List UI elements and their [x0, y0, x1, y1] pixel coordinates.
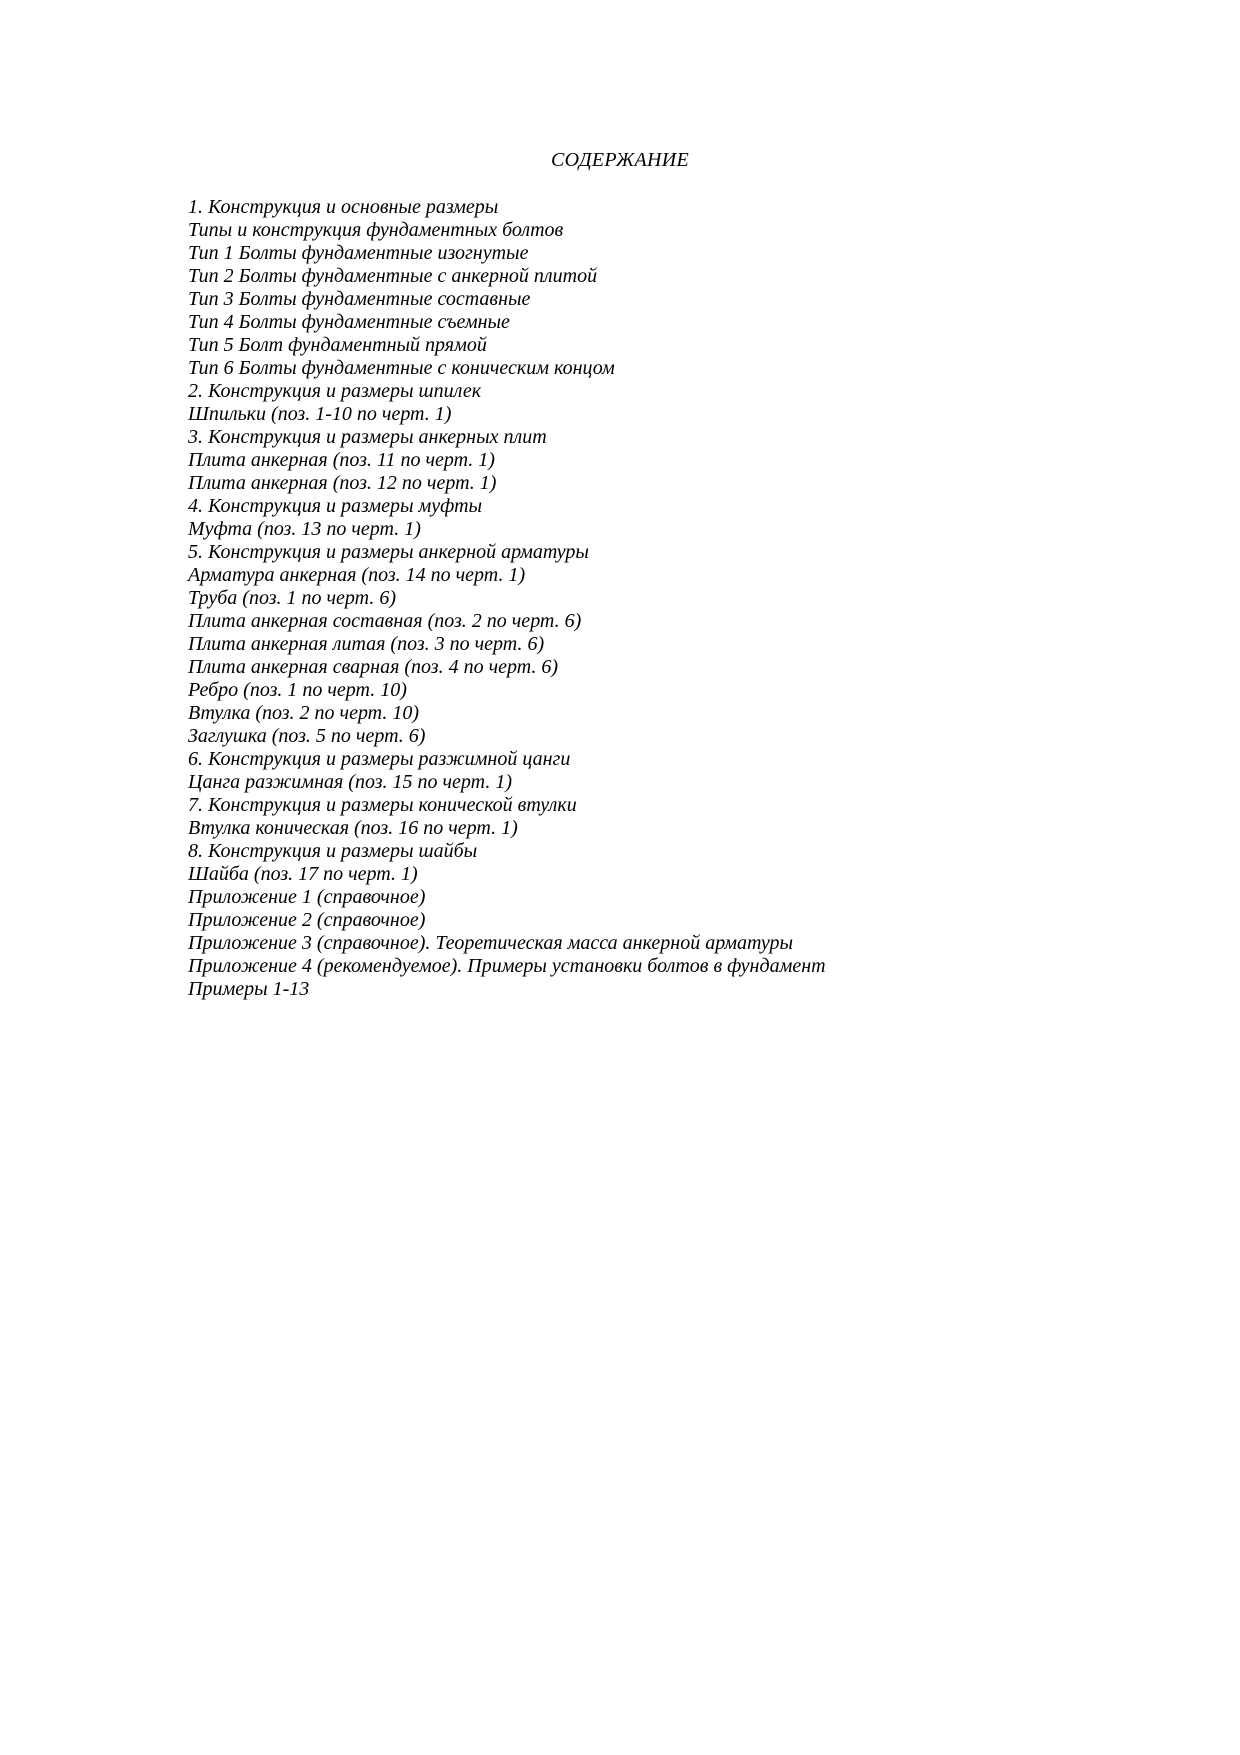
toc-item: Втулка коническая (поз. 16 по черт. 1)	[188, 817, 518, 839]
toc-item: 8. Конструкция и размеры шайбы	[188, 840, 478, 862]
toc-item: Тип 4 Болты фундаментные съемные	[188, 311, 510, 333]
toc-item: Тип 6 Болты фундаментные с коническим концом	[188, 357, 615, 379]
toc-item: Плита анкерная сварная (поз. 4 по черт. 6)	[188, 656, 559, 678]
toc-item: Заглушка (поз. 5 по черт. 6)	[188, 725, 426, 747]
toc-item: 3. Конструкция и размеры анкерных плит	[188, 426, 547, 448]
toc-item: Плита анкерная (поз. 12 по черт. 1)	[188, 472, 497, 494]
toc-item: Плита анкерная литая (поз. 3 по черт. 6)	[188, 633, 545, 655]
toc-item: Тип 5 Болт фундаментный прямой	[188, 334, 487, 356]
toc-item: 5. Конструкция и размеры анкерной арматуры	[188, 541, 589, 563]
toc-item: Ребро (поз. 1 по черт. 10)	[188, 679, 407, 701]
toc-item: Шпильки (поз. 1-10 по черт. 1)	[188, 403, 452, 425]
toc-item: Втулка (поз. 2 по черт. 10)	[188, 702, 420, 724]
toc-item: Тип 2 Болты фундаментные с анкерной плитой	[188, 265, 598, 287]
toc-item: 1. Конструкция и основные размеры	[188, 196, 499, 218]
toc-item: Примеры 1-13	[188, 978, 310, 1000]
table-of-contents	[188, 196, 1148, 1001]
toc-item: Арматура анкерная (поз. 14 по черт. 1)	[188, 564, 526, 586]
document-title: СОДЕРЖАНИЕ	[550, 149, 690, 171]
toc-item: 2. Конструкция и размеры шпилек	[188, 380, 482, 402]
toc-item: Приложение 1 (справочное)	[188, 886, 426, 908]
toc-item: Тип 1 Болты фундаментные изогнутые	[188, 242, 529, 264]
toc-item: Приложение 3 (справочное). Теоретическая масса анкерной арматуры	[188, 932, 794, 954]
toc-item: Плита анкерная (поз. 11 по черт. 1)	[188, 449, 495, 471]
toc-item: Труба (поз. 1 по черт. 6)	[188, 587, 396, 609]
toc-item: Приложение 4 (рекомендуемое). Примеры установки болтов в фундамент	[188, 955, 826, 977]
toc-item: Плита анкерная составная (поз. 2 по черт. 6)	[188, 610, 582, 632]
toc-item: Муфта (поз. 13 по черт. 1)	[188, 518, 421, 540]
toc-item: Типы и конструкция фундаментных болтов	[188, 219, 564, 241]
toc-item: Тип 3 Болты фундаментные составные	[188, 288, 531, 310]
toc-item: 7. Конструкция и размеры конической втулки	[188, 794, 577, 816]
toc-item: 6. Конструкция и размеры разжимной цанги	[188, 748, 571, 770]
toc-item: 4. Конструкция и размеры муфты	[188, 495, 483, 517]
toc-item: Цанга разжимная (поз. 15 по черт. 1)	[188, 771, 512, 793]
toc-item: Приложение 2 (справочное)	[188, 909, 426, 931]
toc-item: Шайба (поз. 17 по черт. 1)	[188, 863, 418, 885]
